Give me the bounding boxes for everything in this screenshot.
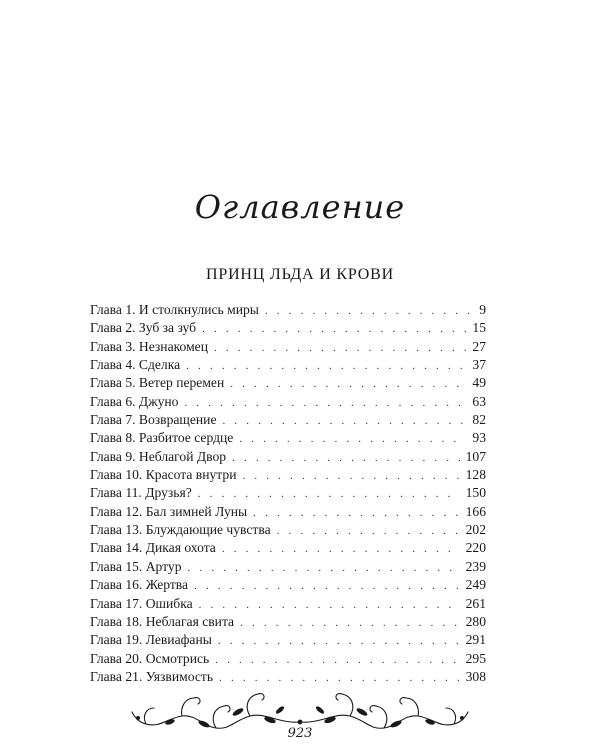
toc-entry-page: 37 <box>472 357 486 373</box>
toc-entry <box>90 338 486 356</box>
table-of-contents <box>90 301 486 686</box>
toc-entry-page: 239 <box>465 558 486 574</box>
toc-entry <box>90 411 486 429</box>
toc-entry <box>90 466 486 484</box>
toc-entry <box>90 429 486 447</box>
toc-entry-title: Глава 4. Сделка <box>90 357 181 373</box>
toc-entry-page: 249 <box>465 577 486 593</box>
toc-entry-title: Глава 3. Незнакомец <box>90 338 208 354</box>
dot-leader <box>230 375 466 393</box>
toc-entry-title: Глава 20. Осмотрись <box>90 650 210 666</box>
toc-entry <box>90 558 486 576</box>
dot-leader <box>188 559 460 577</box>
toc-entry-page: 93 <box>472 430 486 446</box>
toc-entry <box>90 356 486 374</box>
dot-leader <box>199 596 460 614</box>
toc-entry-page: 107 <box>465 448 486 464</box>
toc-entry-title: Глава 2. Зуб за зуб <box>90 320 197 336</box>
toc-entry <box>90 448 486 466</box>
toc-entry-title: Глава 14. Дикая охота <box>90 540 216 556</box>
dot-leader <box>215 651 459 669</box>
toc-entry <box>90 521 486 539</box>
dot-leader <box>253 504 459 522</box>
dot-leader <box>265 302 473 320</box>
dot-leader <box>239 430 466 448</box>
toc-entry <box>90 631 486 649</box>
toc-entry-title: Глава 16. Жертва <box>90 577 189 593</box>
toc-entry <box>90 319 486 337</box>
toc-entry <box>90 393 486 411</box>
toc-entry-title: Глава 17. Ошибка <box>90 595 193 611</box>
toc-entry-page: 280 <box>465 613 486 629</box>
book-title: ПРИНЦ ЛЬДА И КРОВИ <box>206 266 394 283</box>
dot-leader <box>218 632 460 650</box>
toc-entry <box>90 374 486 392</box>
toc-entry-page: 261 <box>465 595 486 611</box>
dot-leader <box>214 339 466 357</box>
toc-entry-title: Глава 5. Ветер перемен <box>90 375 225 391</box>
toc-entry-title: Глава 13. Блуждающие чувства <box>90 522 271 538</box>
toc-entry-title: Глава 11. Друзья? <box>90 485 192 501</box>
toc-entry-page: 63 <box>472 393 486 409</box>
toc-entry <box>90 484 486 502</box>
dot-leader <box>242 467 459 485</box>
dot-leader <box>186 357 466 375</box>
page-number: 923 <box>287 726 313 741</box>
toc-entry-page: 15 <box>472 320 486 336</box>
toc-entry <box>90 576 486 594</box>
toc-entry-page: 220 <box>465 540 486 556</box>
toc-entry-page: 49 <box>472 375 486 391</box>
contents-heading: Оглавление <box>194 188 406 226</box>
toc-entry <box>90 650 486 668</box>
toc-entry-title: Глава 19. Левиафаны <box>90 632 212 648</box>
dot-leader <box>222 540 460 558</box>
toc-entry-title: Глава 18. Неблагая свита <box>90 613 235 629</box>
toc-entry-title: Глава 8. Разбитое сердце <box>90 430 234 446</box>
toc-entry-title: Глава 15. Артур <box>90 558 182 574</box>
toc-entry-page: 291 <box>465 632 486 648</box>
toc-entry-title: Глава 1. И столкнулись миры <box>90 302 259 317</box>
toc-entry <box>90 301 486 319</box>
toc-entry <box>90 503 486 521</box>
toc-entry-page: 128 <box>465 467 486 483</box>
dot-leader <box>184 394 466 412</box>
toc-entry-page: 9 <box>479 302 486 317</box>
toc-entry-page: 150 <box>465 485 486 501</box>
toc-entry <box>90 595 486 613</box>
toc-entry-page: 27 <box>472 338 486 354</box>
toc-entry-page: 295 <box>465 650 486 666</box>
toc-entry-title: Глава 21. Уязвимость <box>90 668 214 684</box>
toc-entry-page: 202 <box>465 522 486 538</box>
toc-entry-title: Глава 9. Неблагой Двор <box>90 448 227 464</box>
dot-leader <box>198 485 460 503</box>
dot-leader <box>223 412 467 430</box>
toc-entry <box>90 613 486 631</box>
toc-entry-title: Глава 10. Красота внутри <box>90 467 237 483</box>
toc-entry-page: 308 <box>465 668 486 684</box>
toc-entry-title: Глава 12. Бал зимней Луны <box>90 503 248 519</box>
dot-leader <box>202 320 466 338</box>
dot-leader <box>232 449 460 467</box>
toc-entry <box>90 539 486 557</box>
toc-entry-title: Глава 7. Возвращение <box>90 412 217 428</box>
dot-leader <box>277 522 460 540</box>
toc-entry-page: 82 <box>472 412 486 428</box>
toc-entry-title: Глава 6. Джуно <box>90 393 179 409</box>
dot-leader <box>240 614 460 632</box>
dot-leader <box>194 577 460 595</box>
toc-entry-page: 166 <box>465 503 486 519</box>
